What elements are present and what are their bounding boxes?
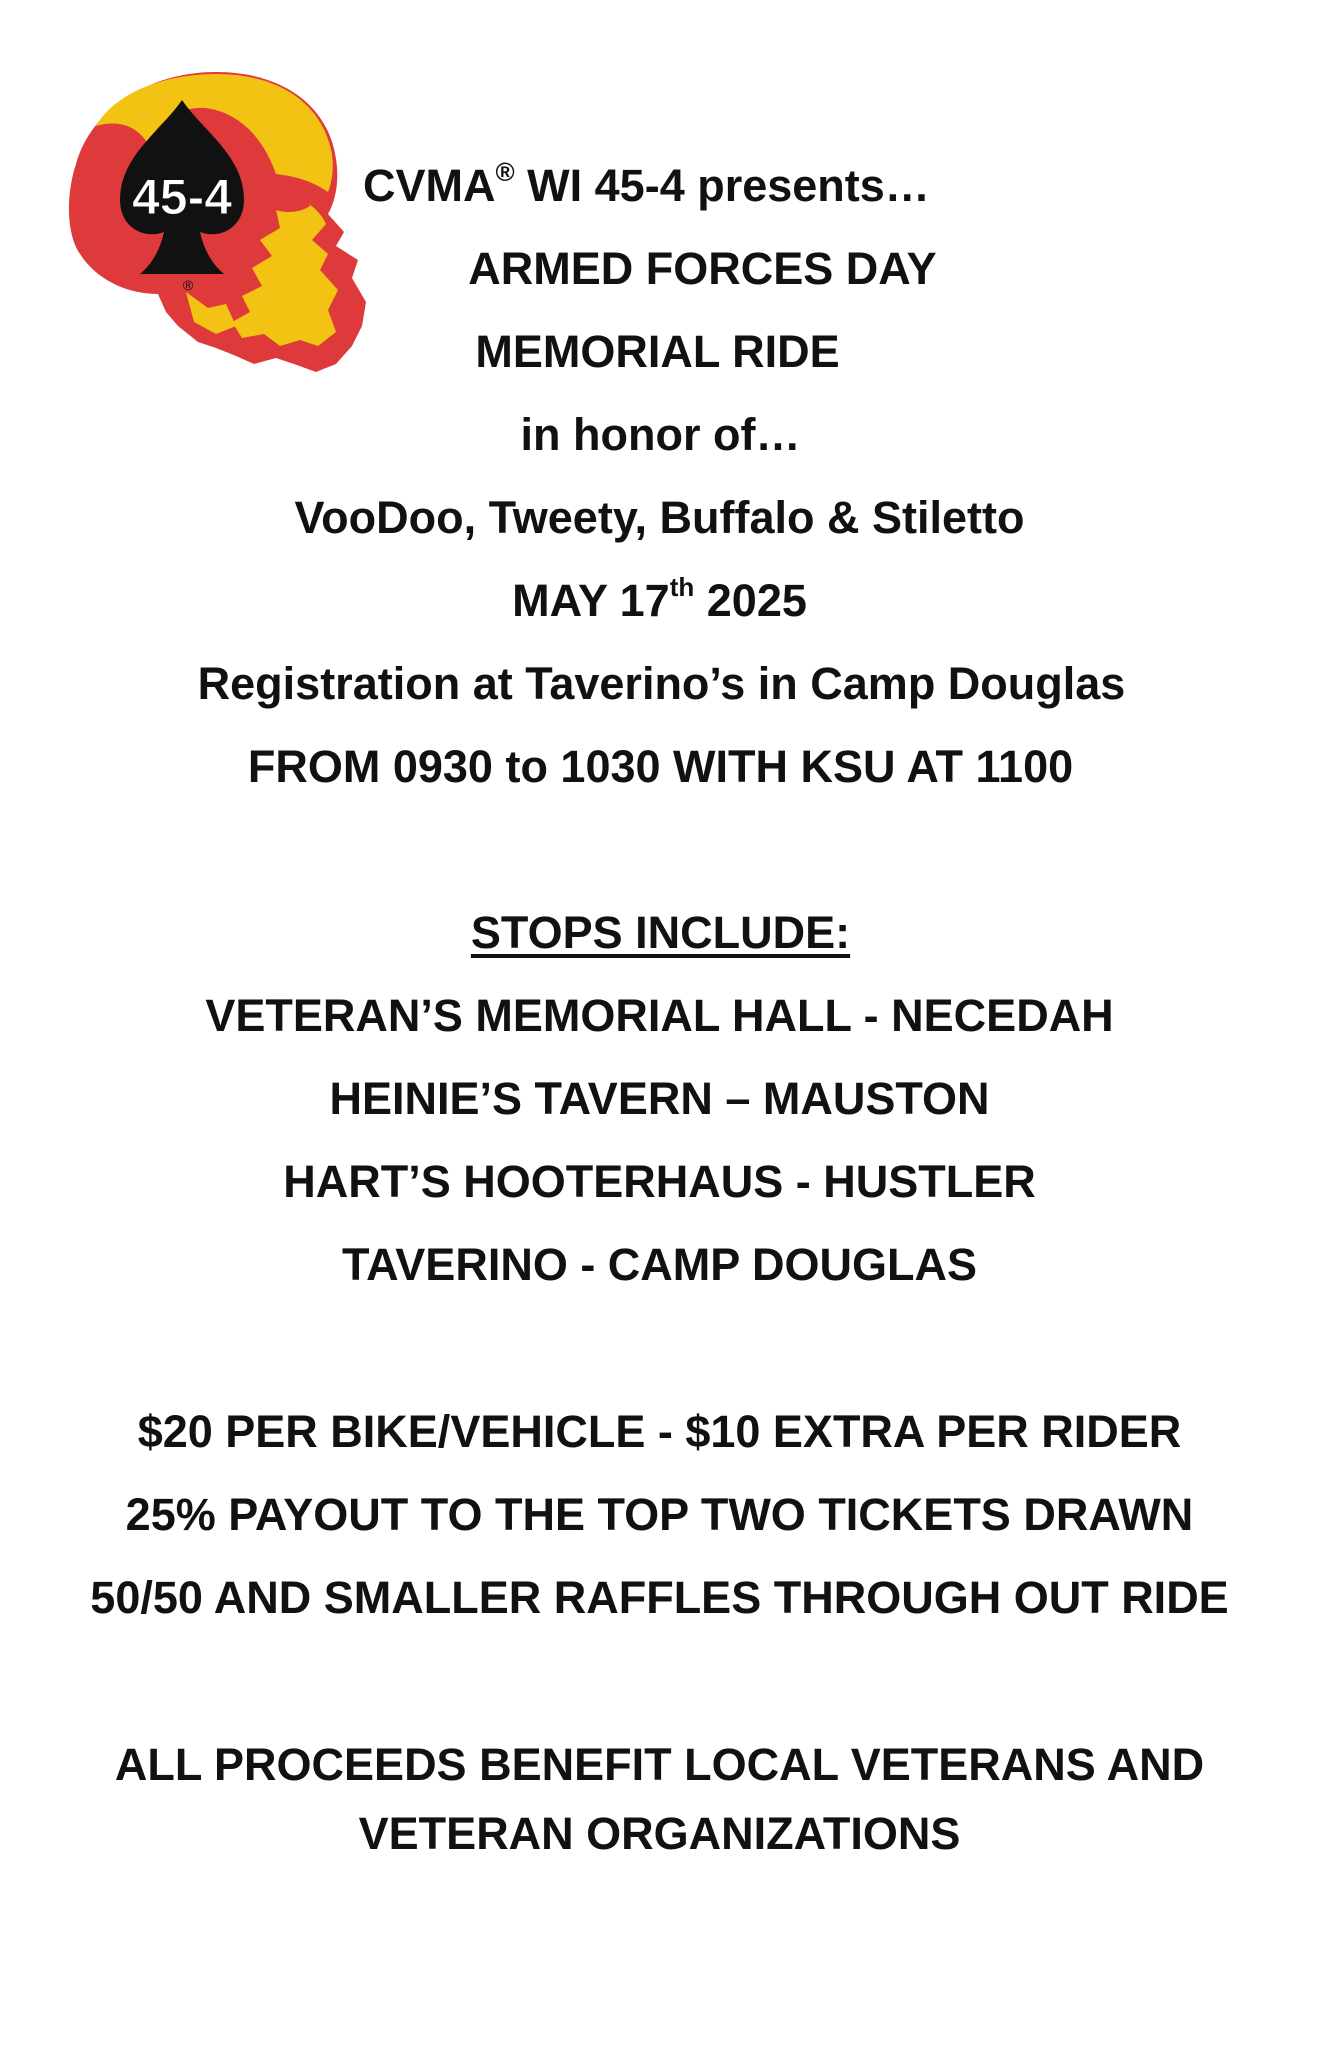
date-year: 2025	[694, 575, 807, 626]
logo-45-4-text: 45-4	[131, 169, 233, 225]
stop-item: HEINIE’S TAVERN – MAUSTON	[329, 1073, 990, 1124]
presenter-prefix: CVMA	[363, 160, 496, 211]
stops-heading: STOPS INCLUDE:	[470, 907, 851, 958]
pricing-line: 25% PAYOUT TO THE TOP TWO TICKETS DRAWN	[125, 1489, 1194, 1540]
pricing-line: $20 PER BIKE/VEHICLE - $10 EXTRA PER RIDER	[137, 1406, 1182, 1457]
presenter-registered-mark: ®	[495, 157, 515, 187]
presenter-line	[363, 158, 930, 214]
stop-item: VETERAN’S MEMORIAL HALL - NECEDAH	[205, 990, 1114, 1041]
honorees: VooDoo, Tweety, Buffalo & Stiletto	[294, 492, 1025, 543]
stop-item: TAVERINO - CAMP DOUGLAS	[341, 1239, 977, 1290]
proceeds-line1: ALL PROCEEDS BENEFIT LOCAL VETERANS AND	[114, 1739, 1205, 1790]
pricing-line: 50/50 AND SMALLER RAFFLES THROUGH OUT RIDE	[90, 1572, 1229, 1623]
registered-mark: ®	[182, 277, 194, 293]
date-ordinal: th	[669, 572, 695, 602]
proceeds-line2: VETERAN ORGANIZATIONS	[358, 1808, 961, 1859]
event-title-line2: MEMORIAL RIDE	[475, 326, 840, 377]
event-title-line1: ARMED FORCES DAY	[468, 243, 937, 294]
registration-times: FROM 0930 to 1030 WITH KSU AT 1100	[247, 741, 1074, 792]
presenter-suffix: WI 45-4 presents…	[514, 160, 930, 211]
registration-info: Registration at Taverino’s in Camp Douglas	[197, 658, 1126, 709]
date-month-day: MAY 17	[512, 575, 670, 626]
stop-item: HART’S HOOTERHAUS - HUSTLER	[283, 1156, 1036, 1207]
event-date	[0, 573, 1322, 629]
honor-intro: in honor of…	[520, 409, 801, 460]
